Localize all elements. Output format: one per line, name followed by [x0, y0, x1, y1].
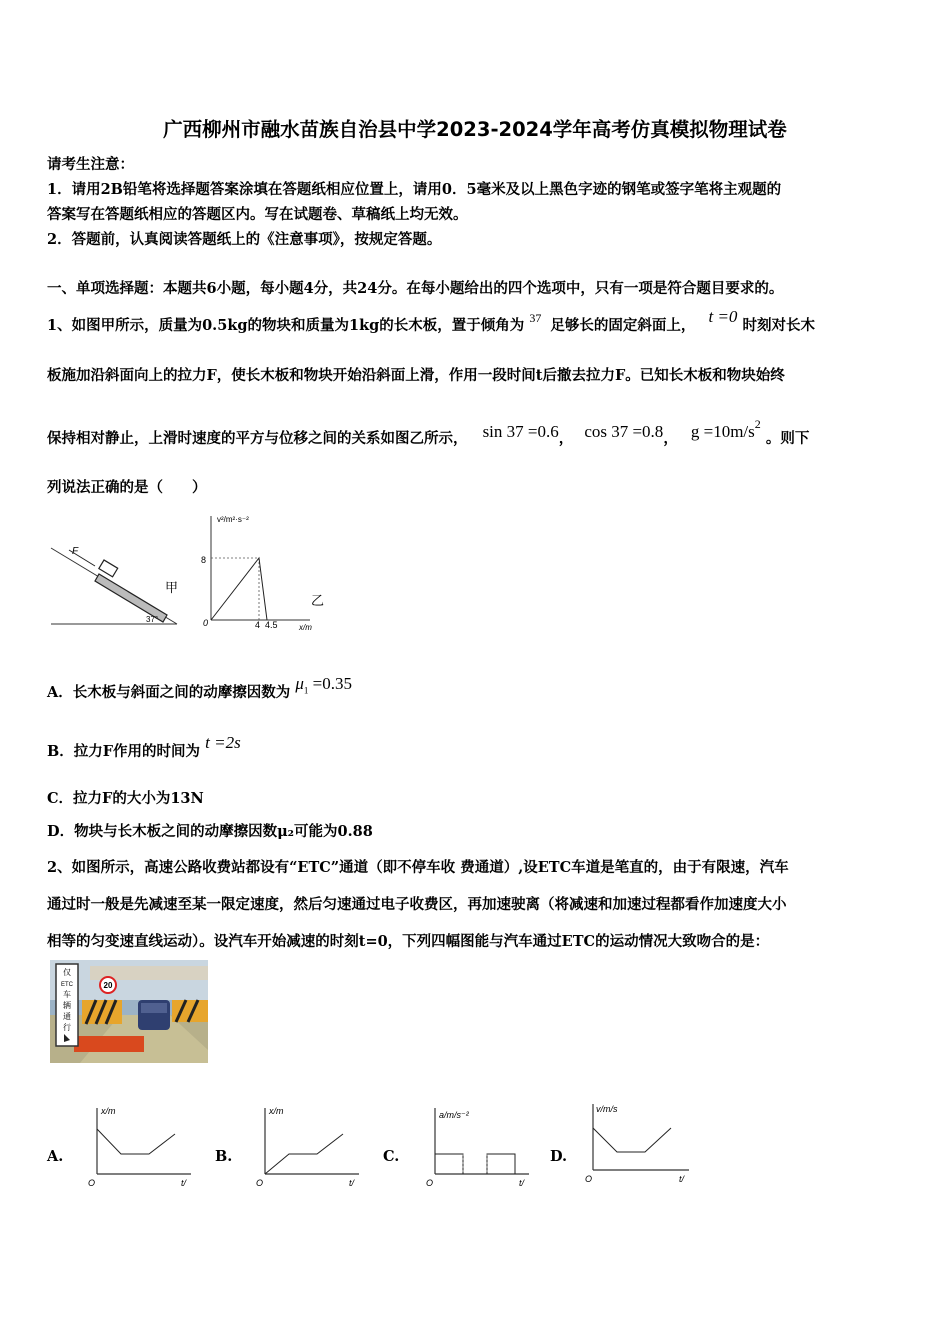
v2-y8: 8: [201, 555, 207, 565]
fig-a-label: 甲: [165, 580, 179, 595]
q1-option-a-sub: 1: [303, 685, 309, 696]
etc-photo: [50, 960, 208, 1063]
speed-limit-text: 20: [103, 981, 113, 990]
q1-sin: sin 37 =0.6: [482, 422, 559, 441]
q1-option-b-text: B．拉力F作用的时间为: [47, 743, 201, 760]
q1-option-d: D．物块与长木板之间的动摩擦因数μ₂可能为0.88: [47, 823, 373, 840]
graph-c-ylabel: a/m/s⁻²: [439, 1110, 469, 1120]
notice-line1a: 1．请用2B铅笔将选择题答案涂填在答题纸相应位置上，请用0．5毫米及以上黑色字迹的钢笔或签字笔将主观题的: [47, 181, 782, 198]
graph-b-xlabel: t/: [349, 1178, 355, 1188]
q2-graph-b: [253, 1102, 368, 1194]
v2-origin: 0: [203, 618, 209, 628]
q1-t-eq-text: t =0: [708, 307, 738, 326]
graph-b-ylabel: x/m: [269, 1106, 284, 1116]
q1-line3-post: 。则下: [765, 430, 810, 447]
graph-d-origin: O: [585, 1174, 593, 1184]
notice-line1b: 答案写在答题纸相应的答题区内。写在试题卷、草稿纸上均无效。: [47, 206, 468, 223]
etc-sign-5: 行: [63, 1023, 71, 1032]
q1-g-sup: 2: [754, 417, 761, 431]
graph-a-origin: O: [88, 1178, 96, 1188]
q1-option-b-math: [205, 733, 241, 752]
q2-line3: 相等的匀变速直线运动）。设汽车开始减速的时刻t=0，下列四幅图能与汽车通过ETC的运动情况大致吻合的是：: [47, 933, 770, 950]
q2-graph-b-label: B.: [215, 1148, 233, 1165]
photo-car-window: [141, 1003, 167, 1013]
q2-graph-c-label: C.: [383, 1148, 400, 1165]
photo-red-barrier: [74, 1036, 144, 1052]
v2-x45: 4.5: [265, 620, 278, 630]
graph-c-origin: O: [426, 1178, 434, 1188]
q1-line2: 板施加沿斜面向上的拉力F，使长木板和物块开始沿斜面上滑，作用一段时间t后撤去拉力F。已知长木板和物块始终: [47, 367, 785, 384]
v2-x4: 4: [255, 620, 261, 630]
notice-heading: 请考生注意：: [47, 156, 134, 173]
q2-line2: 通过时一般是先减速至某一限定速度，然后匀速通过电子收费区，再加速驶离（将减速和加速过程都看作加速度大小: [47, 896, 787, 913]
notice-line2: 2．答题前，认真阅读答题纸上的《注意事项》，按规定答题。: [47, 231, 442, 248]
angle-label: 37°: [146, 615, 159, 624]
q1-line3-pre: 保持相对静止，上滑时速度的平方与位移之间的关系如图乙所示，: [47, 430, 468, 447]
q2-graph-d: [583, 1098, 698, 1190]
graph-c-xlabel: t/: [519, 1178, 525, 1188]
q2-graph-a-label: A.: [47, 1148, 64, 1165]
graph-d-xlabel: t/: [679, 1174, 685, 1184]
graph-b-curve: [265, 1134, 343, 1174]
q1-g: [690, 417, 761, 441]
q2-graph-a: [85, 1102, 200, 1194]
q1-option-a: [47, 674, 352, 703]
etc-sign-3: 辆: [63, 1001, 71, 1010]
etc-sign-0: 仅: [63, 968, 71, 977]
q1-option-a-math: [295, 674, 352, 696]
graph-a-ylabel: x/m: [101, 1106, 116, 1116]
q1-option-a-val: =0.35: [312, 674, 352, 693]
q1-option-a-text: A．长木板与斜面之间的动摩擦因数为: [47, 684, 291, 701]
q2-line1: 2、如图所示，高速公路收费站都设有“ETC”通道（即不停车收 费通道）,设ETC车道是笔直的，由于有限速，汽车: [47, 859, 789, 876]
graph-c-step1: [435, 1154, 463, 1174]
graph-c-step2: [487, 1154, 515, 1174]
v2-xlabel: x/m: [299, 623, 312, 632]
q1-angle: 37: [529, 311, 542, 325]
figure-v2-x-graph: [195, 510, 335, 635]
graph-d-curve: [593, 1128, 671, 1152]
q1-cos: cos 37 =0.8: [584, 422, 664, 441]
graph-a-curve: [97, 1129, 175, 1154]
figure-incline: [47, 540, 187, 630]
q1-option-c: C．拉力F的大小为13N: [47, 790, 204, 807]
q1-g-text: g =10m/s: [690, 422, 755, 441]
section-heading: 一、单项选择题：本题共6小题，每小题4分，共24分。在每小题给出的四个选项中，只有一项是符合题目要求的。: [47, 280, 784, 297]
fig-b-label: 乙: [311, 593, 325, 608]
graph-d-ylabel: v/m/s: [596, 1104, 618, 1114]
q1-t-eq: [708, 307, 737, 326]
force-label: F: [72, 546, 79, 557]
small-block: [99, 560, 118, 577]
q1-option-a-mu: μ: [295, 674, 304, 693]
q2-graph-c: [423, 1102, 538, 1194]
q1-line1-post: 时刻对长木: [742, 317, 815, 334]
q1-line1: [47, 307, 815, 335]
q1-line1-mid: 足够长的固定斜面上，: [550, 317, 696, 334]
graph-a-xlabel: t/: [181, 1178, 187, 1188]
v2-ylabel: v²/m²·s⁻²: [217, 515, 249, 524]
q2-graph-d-label: D.: [550, 1148, 568, 1165]
q1-option-b-val: t =2s: [205, 733, 241, 752]
page-title: 广西柳州市融水苗族自治县中学2023-2024学年高考仿真模拟物理试卷: [163, 118, 787, 141]
q1-option-b: [47, 733, 241, 761]
graph-b-origin: O: [256, 1178, 264, 1188]
q1-line3: 保持相对静止，上滑时速度的平方与位移之间的关系如图乙所示， sin 37 =0.6， cos 37 =0.8， $g =10m/s^2$ 。则下: [47, 417, 810, 447]
q1-line1-pre: 1、如图甲所示，质量为0.5kg的物块和质量为1kg的长木板，置于倾角为: [47, 317, 525, 334]
etc-sign-1: ETC: [61, 982, 73, 988]
q1-line4: 列说法正确的是（ ）: [47, 479, 207, 496]
etc-sign-2: 车: [63, 990, 71, 999]
etc-sign-4: 通: [63, 1012, 71, 1021]
